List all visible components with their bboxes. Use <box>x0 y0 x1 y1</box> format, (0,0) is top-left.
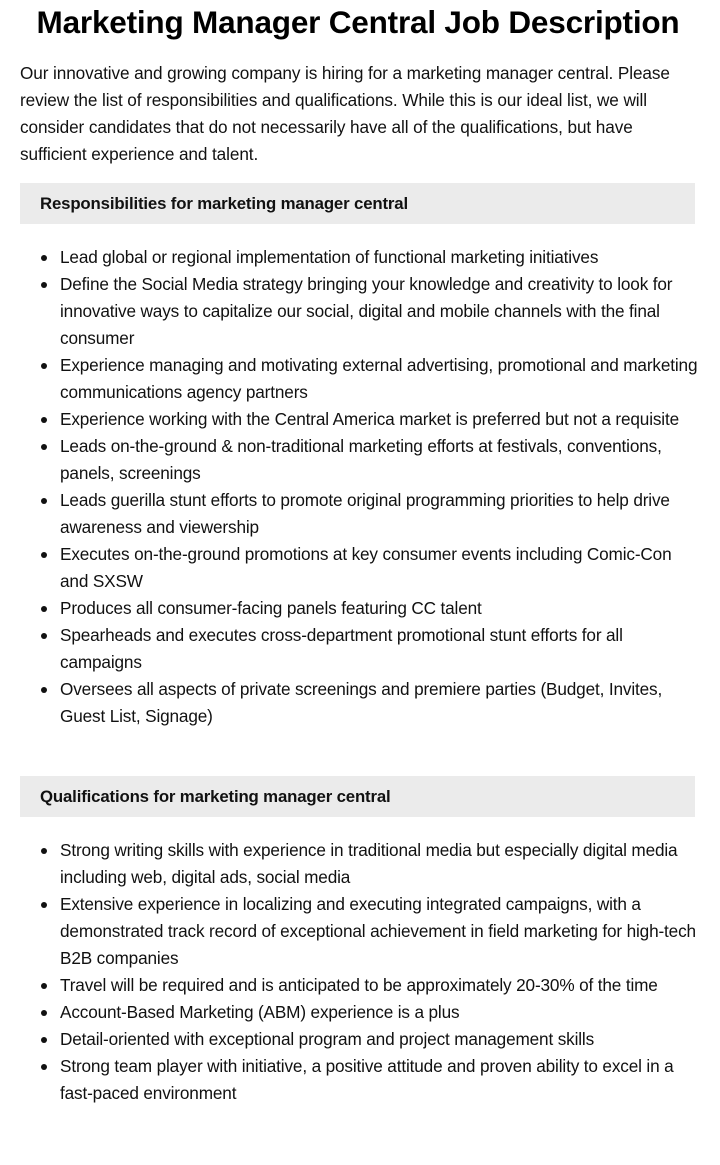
bullet-icon <box>41 255 47 261</box>
bullet-icon <box>41 1037 47 1043</box>
list-item <box>60 1026 700 1053</box>
bullet-icon <box>41 1010 47 1016</box>
list-item <box>60 595 700 622</box>
bullet-icon <box>41 363 47 369</box>
bullet-icon <box>41 687 47 693</box>
list-item-text: Lead global or regional implementation of functional marketing initiatives <box>60 247 599 267</box>
list-item-text: Oversees all aspects of private screenings and premiere parties (Budget, Invites, Guest List, Signage) <box>60 679 663 726</box>
bullet-icon <box>41 902 47 908</box>
list-item <box>60 972 700 999</box>
bullet-icon <box>41 552 47 558</box>
bullet-icon <box>41 444 47 450</box>
responsibilities-heading: Responsibilities for marketing manager central <box>20 183 695 224</box>
list-item <box>60 433 700 487</box>
list-item <box>60 676 700 730</box>
bullet-icon <box>41 983 47 989</box>
list-item-text: Experience working with the Central America market is preferred but not a requisite <box>60 409 680 429</box>
list-item <box>60 406 700 433</box>
list-item <box>60 837 700 891</box>
list-item-text: Extensive experience in localizing and executing integrated campaigns, with a demonstrated track record of exceptional achievement in field marketing for high-tech B2B companies <box>60 894 696 968</box>
bullet-icon <box>41 848 47 854</box>
bullet-icon <box>41 606 47 612</box>
intro-paragraph: Our innovative and growing company is hiring for a marketing manager central. Please review the list of responsibilities and qualifications. While this is our ideal list, we will consider candidates that do not necessarily have all of the qualifications, but have sufficient experience and talent. <box>20 63 670 164</box>
page-title: Marketing Manager Central Job Description <box>36 4 680 40</box>
list-item <box>60 622 700 676</box>
list-item-text: Define the Social Media strategy bringing your knowledge and creativity to look for innovative ways to capitalize our social, digital and mobile channels with the final consumer <box>60 274 673 348</box>
bullet-icon <box>41 1064 47 1070</box>
list-item <box>60 487 700 541</box>
list-item-text: Produces all consumer-facing panels featuring CC talent <box>60 598 482 618</box>
qualifications-list <box>20 837 700 1107</box>
list-item <box>60 999 700 1026</box>
list-item <box>60 271 700 352</box>
list-item-text: Strong team player with initiative, a positive attitude and proven ability to excel in a fast-paced environment <box>60 1056 674 1103</box>
list-item <box>60 541 700 595</box>
list-item <box>60 352 700 406</box>
list-item-text: Strong writing skills with experience in traditional media but especially digital media including web, digital ads, social media <box>60 840 678 887</box>
bullet-icon <box>41 498 47 504</box>
list-item <box>60 244 700 271</box>
list-item-text: Executes on-the-ground promotions at key consumer events including Comic-Con and SXSW <box>60 544 672 591</box>
list-item-text: Detail-oriented with exceptional program and project management skills <box>60 1029 595 1049</box>
list-item <box>60 1053 700 1107</box>
qualifications-heading: Qualifications for marketing manager central <box>20 776 695 817</box>
bullet-icon <box>41 282 47 288</box>
list-item-text: Spearheads and executes cross-department promotional stunt efforts for all campaigns <box>60 625 623 672</box>
list-item <box>60 891 700 972</box>
list-item-text: Experience managing and motivating external advertising, promotional and marketing communications agency partners <box>60 355 698 402</box>
bullet-icon <box>41 633 47 639</box>
list-item-text: Account-Based Marketing (ABM) experience is a plus <box>60 1002 460 1022</box>
list-item-text: Travel will be required and is anticipated to be approximately 20-30% of the time <box>60 975 658 995</box>
list-item-text: Leads guerilla stunt efforts to promote original programming priorities to help drive awareness and viewership <box>60 490 670 537</box>
bullet-icon <box>41 417 47 423</box>
list-item-text: Leads on-the-ground & non-traditional marketing efforts at festivals, conventions, panels, screenings <box>60 436 662 483</box>
responsibilities-list <box>20 244 700 730</box>
